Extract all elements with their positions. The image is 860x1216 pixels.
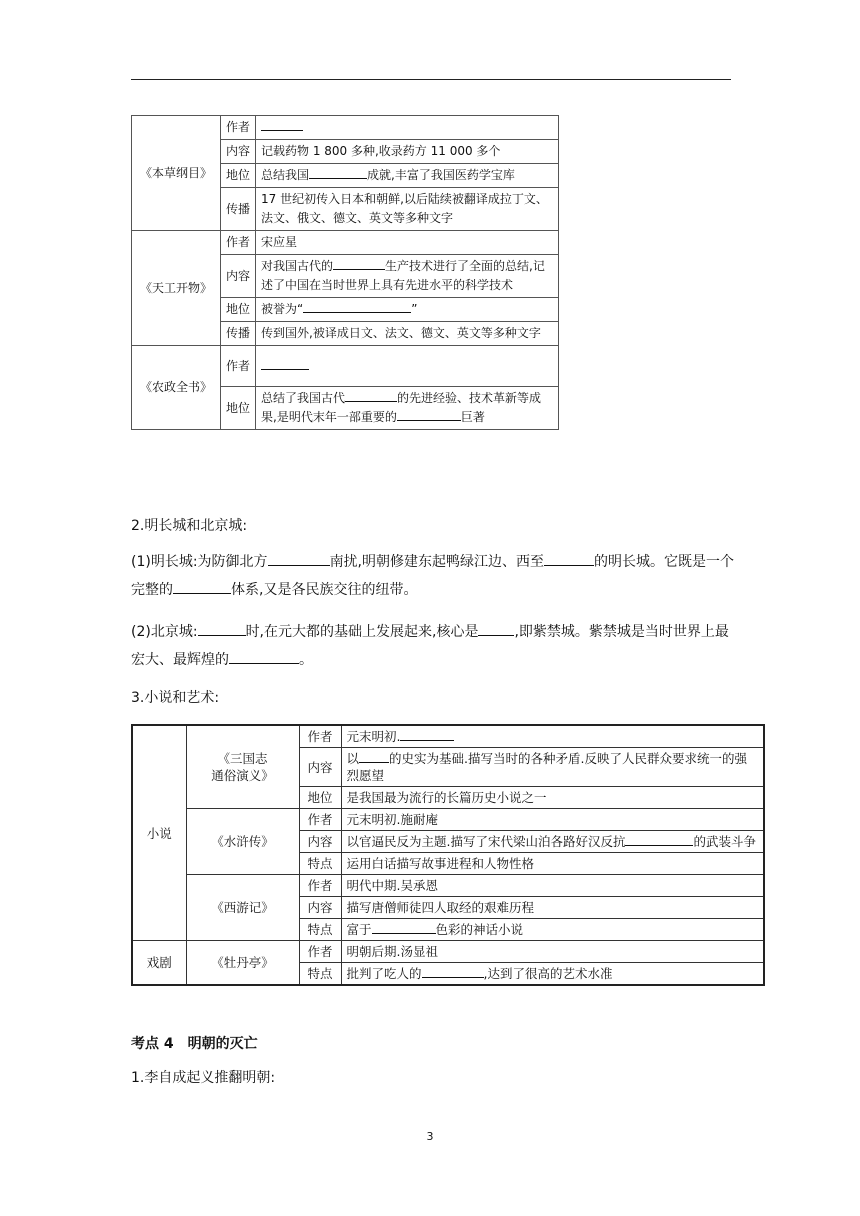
fill-blank[interactable] bbox=[625, 833, 693, 846]
author-cell bbox=[256, 346, 559, 387]
row-label: 内容 bbox=[299, 748, 341, 787]
row-label: 特点 bbox=[299, 919, 341, 941]
row-label: 作者 bbox=[221, 231, 256, 255]
fill-blank[interactable] bbox=[173, 581, 231, 594]
status-cell: 被誉为“ ” bbox=[256, 298, 559, 322]
novels-art-table bbox=[131, 724, 765, 986]
author-cell: 宋应星 bbox=[256, 231, 559, 255]
author-cell: 明朝后期.汤显祖 bbox=[341, 941, 764, 963]
book-tiangong-title: 《天工开物》 bbox=[132, 231, 221, 346]
kaodian4-item1: 1.李自成起义推翻明朝: bbox=[131, 1070, 276, 1086]
row-label: 作者 bbox=[299, 875, 341, 897]
book-shuihu-title: 《水浒传》 bbox=[186, 809, 299, 875]
book-bencao-title: 《本草纲目》 bbox=[132, 116, 221, 231]
feature-cell: 运用白话描写故事进程和人物性格 bbox=[341, 853, 764, 875]
fill-blank[interactable] bbox=[345, 389, 397, 402]
row-label: 传播 bbox=[221, 322, 256, 346]
author-cell: 元末明初. bbox=[341, 725, 764, 748]
row-label: 地位 bbox=[221, 387, 256, 430]
fill-blank[interactable] bbox=[400, 728, 454, 741]
category-novel: 小说 bbox=[132, 725, 186, 941]
row-label: 内容 bbox=[221, 140, 256, 164]
beijing-paragraph: (2)北京城: 时,在元大都的基础上发展起来,核心是 ,即紫禁城。紫禁城是当时世界上最宏大、最辉煌的 。 bbox=[131, 624, 729, 668]
section2-heading: 2.明长城和北京城: bbox=[131, 518, 248, 534]
fill-blank[interactable] bbox=[372, 921, 436, 934]
row-label: 作者 bbox=[299, 725, 341, 748]
book-nongzheng-title: 《农政全书》 bbox=[132, 346, 221, 430]
science-books-table bbox=[131, 115, 559, 430]
spread-cell: 17 世纪初传入日本和朝鲜,以后陆续被翻译成拉丁文、法文、俄文、德文、英文等多种文字 bbox=[256, 188, 559, 231]
section3-heading: 3.小说和艺术: bbox=[131, 690, 220, 706]
status-cell: 总结了我国古代 的先进经验、技术革新等成果,是明代末年一部重要的 巨著 bbox=[256, 387, 559, 430]
author-cell: 明代中期.吴承恩 bbox=[341, 875, 764, 897]
fill-blank[interactable] bbox=[309, 166, 367, 179]
fill-blank[interactable] bbox=[333, 257, 385, 270]
fill-blank[interactable] bbox=[198, 623, 246, 636]
row-label: 地位 bbox=[221, 298, 256, 322]
author-cell bbox=[256, 116, 559, 140]
fill-blank[interactable] bbox=[229, 651, 299, 664]
fill-blank[interactable] bbox=[268, 553, 330, 566]
row-label: 作者 bbox=[299, 941, 341, 963]
fill-blank[interactable] bbox=[261, 118, 303, 131]
row-label: 内容 bbox=[221, 255, 256, 298]
fill-blank[interactable] bbox=[544, 553, 594, 566]
spread-cell: 传到国外,被译成日文、法文、德文、英文等多种文字 bbox=[256, 322, 559, 346]
category-drama: 戏剧 bbox=[132, 941, 186, 986]
row-label: 内容 bbox=[299, 831, 341, 853]
header-rule bbox=[131, 79, 731, 80]
book-mudan-title: 《牡丹亭》 bbox=[186, 941, 299, 986]
fill-blank[interactable] bbox=[359, 750, 389, 763]
page-number: 3 bbox=[426, 1130, 434, 1143]
row-label: 作者 bbox=[299, 809, 341, 831]
status-cell: 是我国最为流行的长篇历史小说之一 bbox=[341, 787, 764, 809]
content-cell: 对我国古代的 生产技术进行了全面的总结,记述了中国在当时世界上具有先进水平的科学技术 bbox=[256, 255, 559, 298]
author-cell: 元末明初.施耐庵 bbox=[341, 809, 764, 831]
row-label: 作者 bbox=[221, 346, 256, 387]
row-label: 内容 bbox=[299, 897, 341, 919]
row-label: 地位 bbox=[299, 787, 341, 809]
feature-cell: 批判了吃人的 ,达到了很高的艺术水准 bbox=[341, 963, 764, 986]
content-cell: 记载药物 1 800 多种,收录药方 11 000 多个 bbox=[256, 140, 559, 164]
kaodian4-heading: 考点 4 明朝的灭亡 bbox=[131, 1036, 258, 1052]
content-cell: 描写唐僧师徒四人取经的艰难历程 bbox=[341, 897, 764, 919]
fill-blank[interactable] bbox=[397, 408, 461, 421]
fill-blank[interactable] bbox=[422, 965, 484, 978]
book-sanguo-title: 《三国志 通俗演义》 bbox=[186, 725, 299, 809]
status-cell: 总结我国 成就,丰富了我国医药学宝库 bbox=[256, 164, 559, 188]
book-xiyou-title: 《西游记》 bbox=[186, 875, 299, 941]
content-cell: 以官逼民反为主题.描写了宋代梁山泊各路好汉反抗 的武装斗争 bbox=[341, 831, 764, 853]
row-label: 作者 bbox=[221, 116, 256, 140]
fill-blank[interactable] bbox=[303, 300, 411, 313]
row-label: 传播 bbox=[221, 188, 256, 231]
great-wall-paragraph: (1)明长城:为防御北方 南扰,明朝修建东起鸭绿江边、西至 的明长城。它既是一个完整的 体系,又是各民族交往的纽带。 bbox=[131, 554, 735, 598]
row-label: 特点 bbox=[299, 853, 341, 875]
content-cell: 以 的史实为基础.描写当时的各种矛盾.反映了人民群众要求统一的强烈愿望 bbox=[341, 748, 764, 787]
fill-blank[interactable] bbox=[261, 357, 309, 370]
row-label: 地位 bbox=[221, 164, 256, 188]
feature-cell: 富于 色彩的神话小说 bbox=[341, 919, 764, 941]
row-label: 特点 bbox=[299, 963, 341, 986]
fill-blank[interactable] bbox=[478, 623, 514, 636]
